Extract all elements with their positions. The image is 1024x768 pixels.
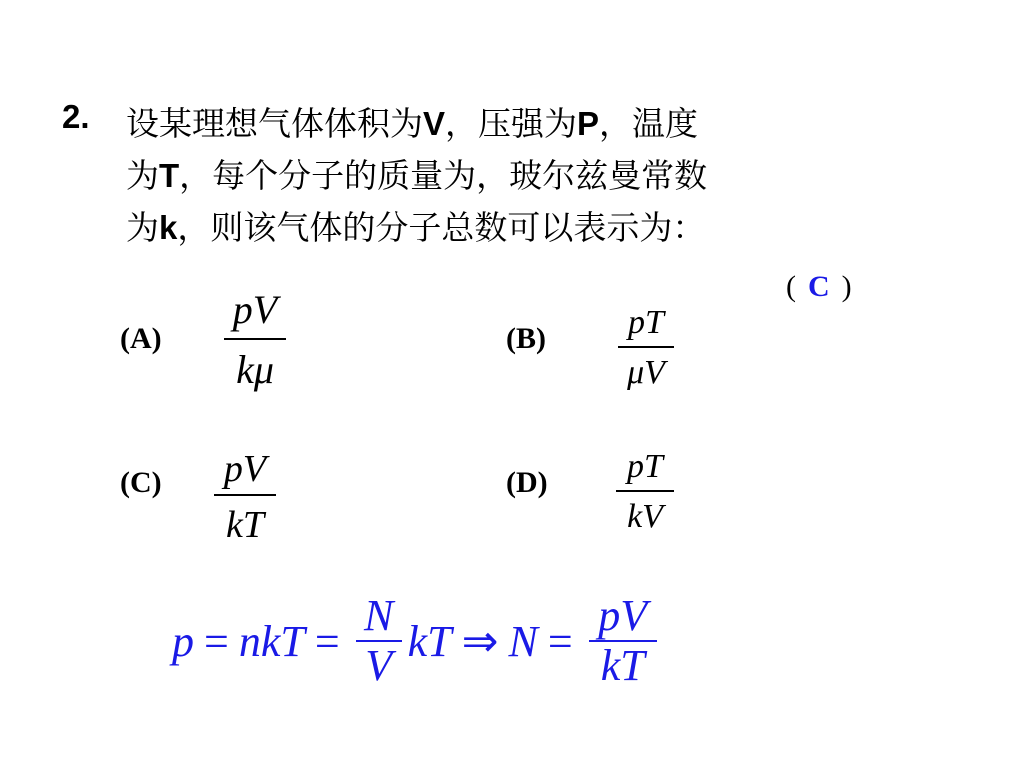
option-a-label: (A) — [120, 322, 162, 355]
question-text: ，温度 — [599, 104, 699, 143]
option-c-denominator: kT — [226, 504, 264, 546]
formula-term: kT — [407, 616, 452, 666]
question-text: ，则该气体的分子总数可以表示为： — [177, 208, 706, 247]
question-text: ，每个分子的质量为，玻尔兹曼常数 — [179, 156, 708, 195]
fraction-bar — [224, 338, 286, 340]
option-a-denominator: kμ — [236, 347, 274, 392]
formula-variable: N — [508, 616, 538, 666]
question-line-1 — [126, 98, 698, 145]
formula-equals: = — [314, 616, 340, 666]
formula-lhs: p — [172, 616, 194, 666]
variable-p: P — [577, 105, 600, 142]
formula-fraction-n-over-v — [356, 592, 402, 691]
formula-fraction-pv-over-kt — [589, 592, 657, 691]
variable-v: V — [423, 105, 446, 142]
answer-close-paren: ) — [841, 270, 852, 303]
option-a-fraction — [224, 287, 286, 392]
option-c-numerator: pV — [223, 448, 267, 490]
answer-value: C — [808, 270, 830, 303]
answer-open-paren: ( — [786, 270, 796, 303]
option-a-numerator: pV — [232, 287, 278, 332]
variable-t: T — [159, 157, 180, 194]
question-text: 设某理想气体体积为 — [126, 104, 423, 143]
option-d-numerator: pT — [627, 448, 663, 485]
option-b-numerator: pT — [628, 304, 664, 341]
option-d-fraction — [616, 450, 674, 534]
formula-equals: = — [547, 616, 573, 666]
answer-bracket — [786, 270, 852, 304]
implies-arrow: ⇒ — [461, 616, 499, 666]
formula-equals: = — [204, 616, 229, 666]
option-b-fraction — [618, 306, 674, 390]
question-text: 为 — [126, 208, 159, 247]
question-text: ，压强为 — [445, 104, 578, 143]
formula-numerator: N — [363, 591, 394, 640]
variable-k: k — [159, 209, 178, 246]
option-c-label: (C) — [120, 466, 162, 499]
question-line-3 — [126, 202, 705, 249]
formula-term: nkT — [238, 616, 305, 666]
option-d-label: (D) — [506, 466, 548, 499]
option-d-denominator: kV — [627, 498, 663, 535]
formula-denominator: V — [365, 641, 393, 691]
question-line-2 — [126, 150, 707, 197]
formula-denominator: kT — [600, 641, 645, 691]
question-text: 为 — [126, 156, 159, 195]
question-number: 2. — [62, 98, 90, 135]
option-c-fraction — [214, 450, 276, 544]
fraction-bar — [618, 346, 674, 348]
fraction-bar — [214, 494, 276, 496]
fraction-bar — [616, 490, 674, 492]
option-b-label: (B) — [506, 322, 546, 355]
derivation-formula — [172, 592, 663, 691]
option-b-denominator: μV — [627, 354, 665, 391]
formula-numerator: pV — [598, 591, 648, 640]
